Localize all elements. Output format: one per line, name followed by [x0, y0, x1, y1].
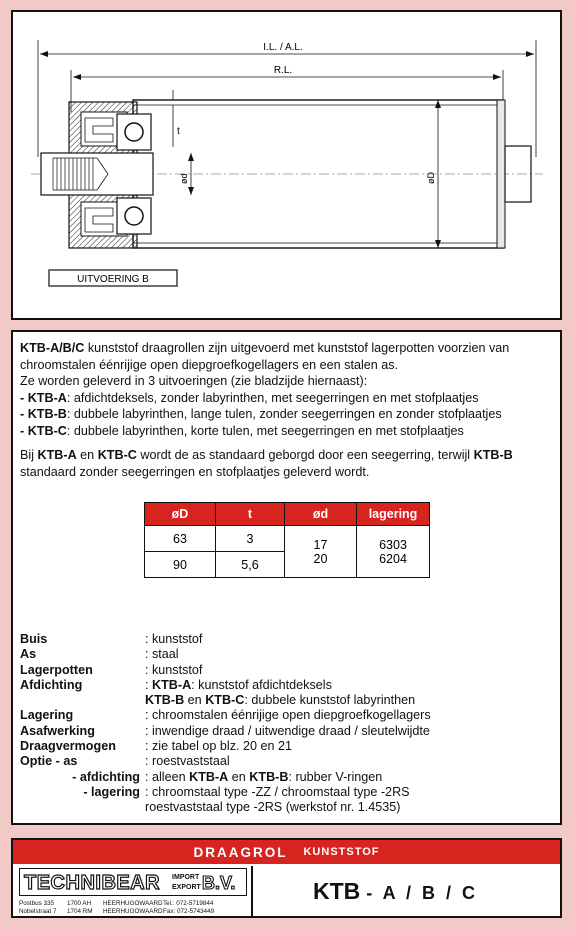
- prop-as: As : staal: [20, 647, 179, 662]
- cell-od-merged: 17 20: [285, 526, 357, 578]
- logo-export: EXPORT: [172, 884, 201, 891]
- footer-divider: [251, 866, 253, 916]
- footer-panel: [11, 838, 562, 918]
- category-banner: [13, 840, 560, 864]
- cell-oD-1: 63: [145, 526, 216, 552]
- table-row: [145, 526, 430, 552]
- cell-lagering-merged: 6303 6204: [357, 526, 430, 578]
- cell-t-2: 5,6: [216, 552, 285, 578]
- company-logo: [19, 868, 247, 896]
- od-small-label: ød: [179, 173, 189, 184]
- bearing-ball-bottom: [125, 207, 143, 225]
- intro-paragraph-1: KTB-A/B/C kunststof draagrollen zijn uitgevoerd met kunststof lagerpotten voorzien van chroomstalen éénrijige open diepgroefkogellagers en een stalen as.: [20, 341, 510, 372]
- prop-optie-as: Optie - as : roestvaststaal: [20, 754, 230, 769]
- prop-draagvermogen: Draagvermogen : zie tabel op blz. 20 en 21: [20, 739, 293, 754]
- il-label: I.L. / A.L.: [263, 42, 303, 53]
- banner-main: DRAAGROL: [193, 844, 288, 860]
- prop-lagerpotten: Lagerpotten : kunststof: [20, 662, 203, 677]
- cell-t-1: 3: [216, 526, 285, 552]
- header-oD: øD: [145, 503, 216, 526]
- variant-item-c: - KTB-C: dubbele labyrinthen, korte tulen, met seegerringen en met stofplaatjes: [20, 423, 464, 438]
- t-label: t: [177, 126, 180, 137]
- prop-optie-lagering: - lagering : chroomstaal type -ZZ / chroomstaal type -2RS: [83, 784, 410, 799]
- technical-drawing-panel: [11, 10, 562, 320]
- banner-sub: KUNSTSTOF: [303, 846, 380, 858]
- od-large-label: øD: [426, 172, 436, 184]
- header-lagering: lagering: [357, 503, 430, 526]
- product-code: KTB - A / B / C: [313, 878, 478, 904]
- address-line-2: Nobelstraat 7 1704 RM HEERHUGOWAARDFax: 072-5743449: [19, 908, 215, 915]
- header-od: ød: [285, 503, 357, 526]
- spec-table-header: [145, 503, 430, 526]
- prop-afdichting-2: KTB-B en KTB-C: dubbele kunststof labyrinthen: [145, 693, 416, 708]
- address-line-1: Postbus 335 1700 AH HEERHUGOWAARDTel.: 072-5719844: [19, 900, 214, 907]
- header-t: t: [216, 503, 285, 526]
- variant-label: UITVOERING B: [77, 274, 149, 285]
- logo-bv: B.V.: [202, 873, 236, 893]
- logo-import: IMPORT: [172, 874, 200, 881]
- roller-drawing: [13, 12, 560, 318]
- intro-text: [20, 340, 556, 480]
- prop-optie-afdichting: - afdichting : alleen KTB-A en KTB-B: rubber V-ringen: [72, 769, 383, 784]
- intro-paragraph-3: Bij KTB-A en KTB-C wordt de as standaard geborgd door een seegerring, terwijl KTB-B standaard zonder seegerringen en stofplaatjes geleverd wordt.: [20, 448, 513, 479]
- logo-graphic: [20, 869, 244, 893]
- bearing-ball-top: [125, 123, 143, 141]
- prop-buis: Buis : kunststof: [20, 632, 203, 646]
- variant-item-b: - KTB-B: dubbele labyrinthen, lange tulen, zonder seegerringen en zonder stofplaatjes: [20, 407, 502, 421]
- rl-label: R.L.: [273, 65, 293, 76]
- company-address: [19, 900, 214, 916]
- prop-asafwerking: Asafwerking : inwendige draad / uitwendige draad / sleutelwijdte: [20, 723, 430, 738]
- prop-optie-lagering-2: roestvaststaal type -2RS (werkstof nr. 1.4535): [145, 800, 401, 815]
- cell-oD-2: 90: [145, 552, 216, 578]
- properties-list: [20, 632, 431, 816]
- prop-lagering: Lagering : chroomstalen éénrijige open diepgroefkogellagers: [20, 708, 431, 723]
- variant-item-a: - KTB-A: afdichtdeksels, zonder labyrinthen, met seegerringen en met stofplaatjes: [20, 390, 479, 405]
- intro-paragraph-2: Ze worden geleverd in 3 uitvoeringen (zie bladzijde hiernaast):: [20, 374, 368, 388]
- logo-wordmark: TECHNIBEAR: [24, 872, 161, 893]
- description-panel: [11, 330, 562, 825]
- prop-afdichting: Afdichting : KTB-A: kunststof afdichtdeksels: [20, 677, 332, 692]
- spec-table: [144, 502, 430, 578]
- shaft-left: [41, 153, 153, 195]
